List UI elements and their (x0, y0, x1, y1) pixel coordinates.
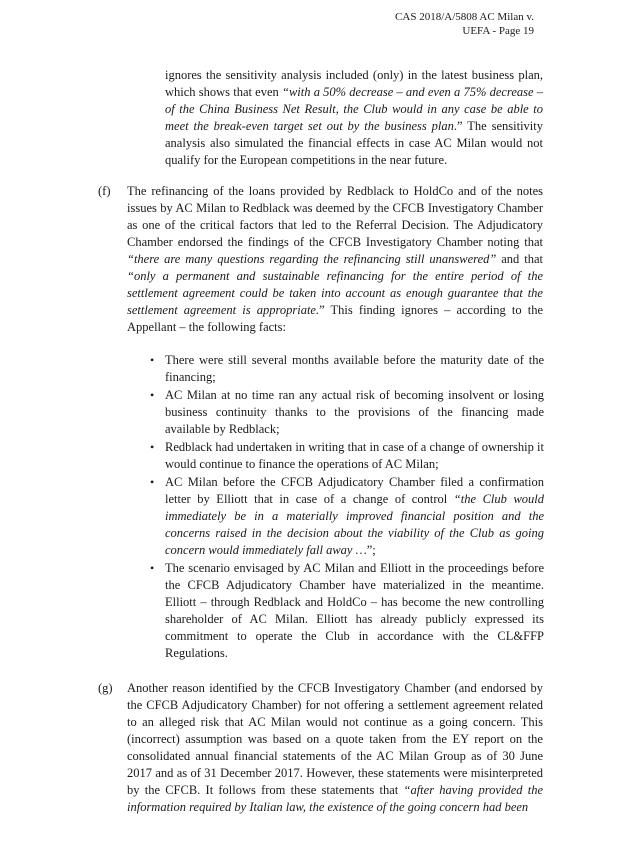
continuation-text-2: .” The sensitivity analysis also simulated the financial effects in case AC Milan would not qualify for the European competitions in the near future. (165, 119, 543, 167)
continuation-paragraph (165, 67, 543, 169)
bullet-item (150, 560, 544, 662)
paragraph-g (127, 680, 543, 816)
bullet-text-3: Redblack had undertaken in writing that in case of a change of ownership it would continue to finance the operations of AC Milan; (165, 440, 544, 471)
paragraph-f-text-1: The refinancing of the loans provided by Redblack to HoldCo and of the notes issues by AC Milan to Redblack was deemed by the CFCB Investigatory Chamber as one of the critical factors that led to the Referral Decision. The Adjudicatory Chamber endorsed the findings of the CFCB Investigatory Chamber noting that (127, 184, 543, 249)
bullet-item (150, 387, 544, 438)
bullet-item (150, 352, 544, 386)
bullet-icon: • (150, 440, 155, 454)
bullet-icon: • (150, 561, 155, 575)
bullet-icon: • (150, 475, 155, 489)
paragraph-f-text-2: and that (496, 252, 543, 266)
continuation-text-1: ignores the sensitivity analysis included (only) in the latest business plan, which shows that even (165, 68, 543, 99)
bullet-text-1: There were still several months available before the maturity date of the financing; (165, 353, 544, 384)
paragraph-f-quote-1: “there are many questions regarding the refinancing still unanswered” (127, 252, 497, 266)
bullet-text-5: The scenario envisaged by AC Milan and Elliott in the proceedings before the CFCB Adjudicatory Chamber have materialized in the meantime. Elliott – through Redblack and HoldCo – has become the new controlling shareholder of AC Milan. Elliott has already publicly expressed its commitment to operate the Club in accordance with the CL&FFP Regulations. (165, 561, 544, 660)
header-case-line: CAS 2018/A/5808 AC Milan v. (395, 11, 534, 23)
facts-bullet-list (150, 352, 544, 663)
bullet-item (150, 474, 544, 559)
header-page-line: UEFA - Page 19 (462, 25, 534, 37)
bullet-quote-4: “the Club would immediately be in a materially improved financial position and the concerns raised in the decision about the viability of the Club as going concern would immediately fall away … (165, 492, 545, 557)
paragraph-g-label: (g) (98, 681, 113, 695)
page-header (395, 10, 534, 38)
paragraph-f-quote-2: “only a permanent and sustainable refinancing for the entire period of the settlement agreement could be taken into account as enough guarantee that the settlement agreement is appropriate. (127, 269, 543, 317)
bullet-text-2: AC Milan at no time ran any actual risk of becoming insolvent or losing business continuity thanks to the provisions of the financing made available by Redblack; (165, 388, 544, 436)
paragraph-f-text-3: ” This finding ignores – according to the Appellant – the following facts: (127, 303, 543, 334)
bullet-item (150, 439, 544, 473)
bullet-text-4a: AC Milan before the CFCB Adjudicatory Chamber filed a confirmation letter by Elliott that in case of a change of control (165, 475, 544, 506)
paragraph-g-text-1: Another reason identified by the CFCB Investigatory Chamber (and endorsed by the CFCB Adjudicatory Chamber) for not offering a settlement agreement related to an alleged risk that AC Milan would not continue as a going concern. This (incorrect) assumption was based on a quote taken from the EY report on the consolidated annual financial statements of the AC Milan Group as of 30 June 2017 and as of 31 December 2017. However, these statements were misinterpreted by the CFCB. It follows from these statements that (127, 681, 543, 797)
paragraph-f-label: (f) (98, 184, 111, 198)
bullet-icon: • (150, 388, 155, 402)
bullet-text-4b: ”; (366, 543, 376, 557)
continuation-quote: “with a 50% decrease – and even a 75% decrease – of the China Business Net Result, the Club would in any case be able to meet the break-even target set out by the business plan (165, 85, 543, 133)
paragraph-f (127, 183, 543, 336)
paragraph-g-quote-1: “after having provided the information required by Italian law, the existence of the going concern had been (127, 783, 543, 814)
bullet-icon: • (150, 353, 155, 367)
